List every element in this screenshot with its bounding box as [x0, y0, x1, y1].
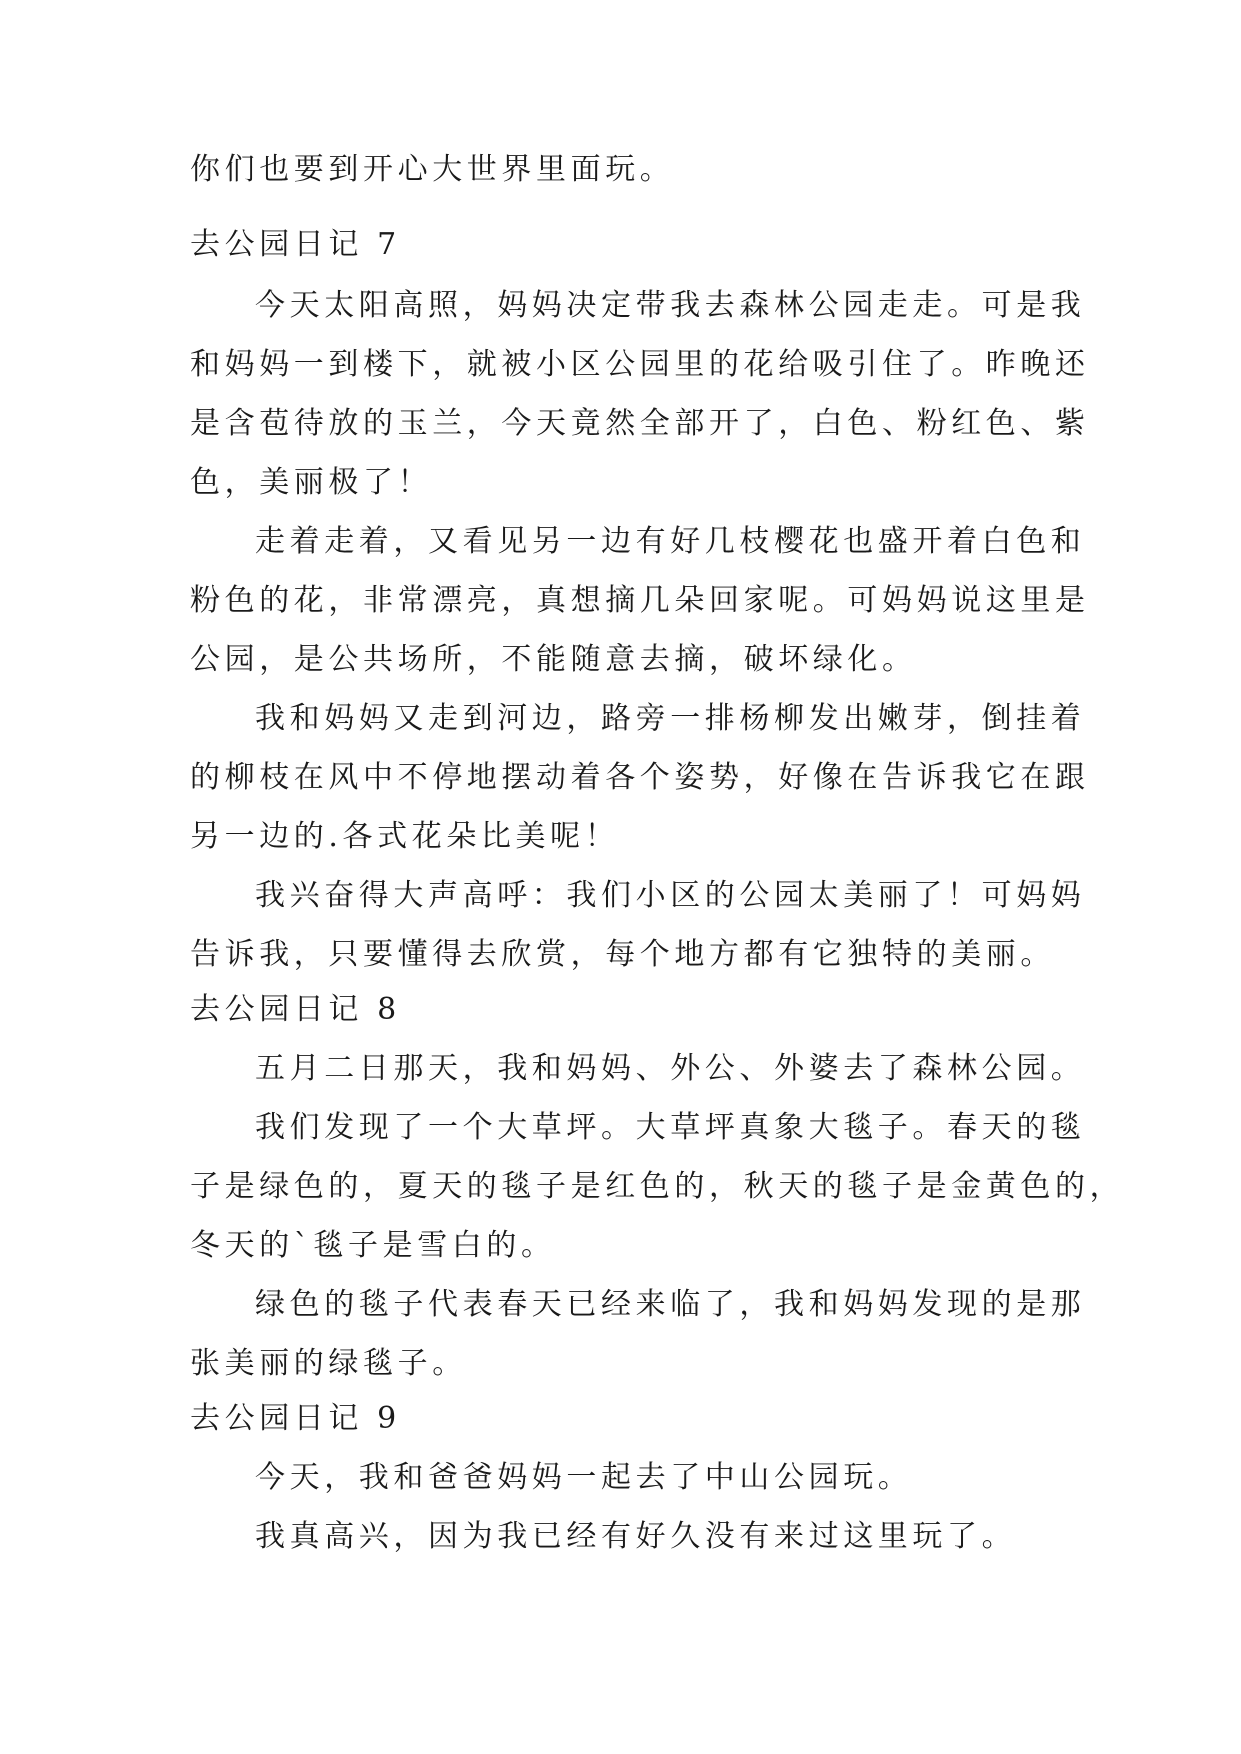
paragraph-line: 粉色的花，非常漂亮，真想摘几朵回家呢。可妈妈说这里是 — [190, 583, 1090, 618]
section-heading: 去公园日记 7 — [190, 227, 401, 262]
paragraph-line: 今天太阳高照，妈妈决定带我去森林公园走走。可是我 — [255, 288, 1086, 323]
section-heading: 去公园日记 8 — [190, 992, 401, 1027]
paragraph-line: 的柳枝在风中不停地摆动着各个姿势，好像在告诉我它在跟 — [190, 760, 1090, 795]
paragraph-line: 绿色的毯子代表春天已经来临了，我和妈妈发现的是那 — [255, 1287, 1086, 1322]
paragraph-line: 子是绿色的，夏天的毯子是红色的，秋天的毯子是金黄色的， — [190, 1169, 1125, 1204]
paragraph-line: 我兴奋得大声高呼：我们小区的公园太美丽了！可妈妈 — [255, 878, 1086, 913]
paragraph-line: 走着走着，又看见另一边有好几枝樱花也盛开着白色和 — [255, 524, 1086, 559]
paragraph-line: 今天，我和爸爸妈妈一起去了中山公园玩。 — [255, 1460, 913, 1495]
paragraph-line: 告诉我，只要懂得去欣赏，每个地方都有它独特的美丽。 — [190, 937, 1055, 972]
text-line: 你们也要到开心大世界里面玩。 — [190, 152, 675, 187]
paragraph-line: 冬天的`毯子是雪白的。 — [190, 1228, 556, 1263]
paragraph-line: 我们发现了一个大草坪。大草坪真象大毯子。春天的毯 — [255, 1110, 1086, 1145]
paragraph-line: 和妈妈一到楼下，就被小区公园里的花给吸引住了。昨晚还 — [190, 347, 1090, 382]
section-heading: 去公园日记 9 — [190, 1401, 401, 1436]
paragraph-line: 是含苞待放的玉兰，今天竟然全部开了，白色、粉红色、紫 — [190, 406, 1090, 441]
paragraph-line: 另一边的.各式花朵比美呢！ — [190, 819, 620, 854]
paragraph-line: 五月二日那天，我和妈妈、外公、外婆去了森林公园。 — [255, 1051, 1086, 1086]
paragraph-line: 公园，是公共场所，不能随意去摘，破坏绿化。 — [190, 642, 917, 677]
paragraph-line: 我和妈妈又走到河边，路旁一排杨柳发出嫩芽，倒挂着 — [255, 701, 1086, 736]
paragraph-line: 我真高兴，因为我已经有好久没有来过这里玩了。 — [255, 1519, 1017, 1554]
paragraph-line: 张美丽的绿毯子。 — [190, 1346, 467, 1381]
paragraph-line: 色，美丽极了！ — [190, 465, 433, 500]
